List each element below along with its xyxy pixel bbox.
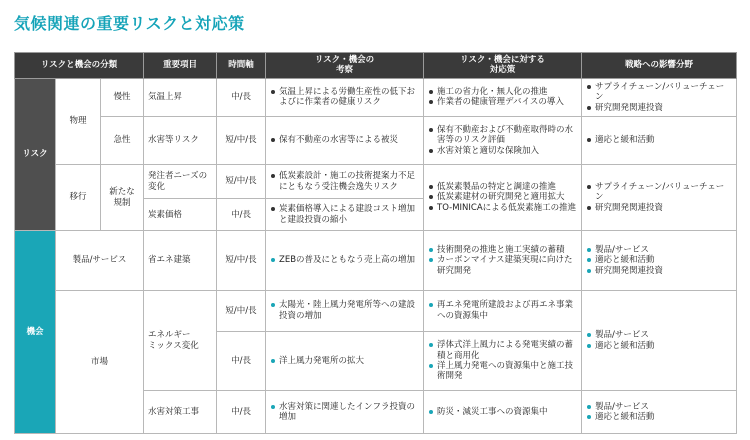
header-item: 重要項目 [144,53,217,79]
list-item: 水害対策と適切な保険加入 [428,146,577,156]
list-item: サプライチェーン/バリューチェーン [586,182,732,203]
regulation-label: 新たな 規制 [101,165,144,231]
list-item: 適応と緩和活動 [586,255,732,265]
consideration-cell [266,391,424,434]
list-item: 製品/サービス [586,330,732,340]
list-item: 研究開発関連投資 [586,266,732,276]
transition-label: 移行 [56,165,101,231]
list-item: 気温上昇による労働生産性の低下およびに作業者の健康リスク [270,87,419,108]
header-consideration: リスク・機会の 考察 [266,53,424,79]
product-label: 製品/サービス [56,231,144,291]
timeframe-cell: 短/中/長 [217,290,266,331]
item-cell: 発注者ニーズの変化 [144,165,217,199]
list-item: サプライチェーン/バリューチェーン [586,82,732,103]
list-item: TO-MINICAによる低炭素施工の推進 [428,203,577,213]
market-label: 市場 [56,290,144,433]
table-row [15,231,737,291]
table-row [15,290,737,331]
list-item: 研究開発関連投資 [586,103,732,113]
list-item: 低炭素設計・施工の技術提案力不足にともなう受注機会逸失リスク [270,171,419,192]
consideration-cell [266,78,424,116]
opportunity-category: 機会 [15,231,56,434]
list-item: 防災・減災工事への資源集中 [428,407,577,417]
header-row [15,53,737,79]
list-item: 保有不動産および不動産取得時の水害等のリスク評価 [428,125,577,146]
list-item: 保有不動産の水害等による被災 [270,135,419,145]
acute-label: 急性 [101,117,144,165]
list-item: 低炭素製品の特定と調達の推進 [428,182,577,192]
list-item: 技術開発の推進と施工実績の蓄積 [428,245,577,255]
table-row [15,165,737,199]
timeframe-cell: 中/長 [217,391,266,434]
list-item: 太陽光・陸上風力発電所等への建設投資の増加 [270,300,419,321]
table-row [15,117,737,165]
response-cell [424,290,582,331]
response-cell [424,165,582,231]
table-row [15,78,737,116]
list-item: 製品/サービス [586,245,732,255]
impact-cell [582,391,737,434]
item-cell: エネルギー ミックス変化 [144,290,217,390]
response-cell [424,117,582,165]
response-cell [424,391,582,434]
consideration-cell [266,231,424,291]
impact-cell [582,78,737,116]
impact-cell [582,117,737,165]
timeframe-cell: 中/長 [217,78,266,116]
risk-category: リスク [15,78,56,231]
item-cell: 水害対策工事 [144,391,217,434]
impact-cell [582,165,737,231]
consideration-cell [266,331,424,391]
response-cell [424,78,582,116]
list-item: 低炭素建材の研究開発と適用拡大 [428,192,577,202]
header-classification: リスクと機会の分類 [15,53,144,79]
list-item: 再エネ発電所建設および再エネ事業への資源集中 [428,300,577,321]
list-item: 適応と緩和活動 [586,341,732,351]
header-response: リスク・機会に対する 対応策 [424,53,582,79]
impact-cell [582,231,737,291]
list-item: 炭素価格導入による建設コスト増加と建設投資の縮小 [270,204,419,225]
consideration-cell [266,199,424,231]
climate-risk-table [14,52,737,434]
list-item: 製品/サービス [586,402,732,412]
consideration-cell [266,117,424,165]
item-cell: 炭素価格 [144,199,217,231]
list-item: 水害対策に関連したインフラ投資の増加 [270,402,419,423]
list-item: 浮体式洋上風力による発電実績の蓄積と商用化 [428,340,577,361]
physical-label: 物理 [56,78,101,164]
response-cell [424,231,582,291]
list-item: 施工の省力化・無人化の推進 [428,87,577,97]
consideration-cell [266,165,424,199]
header-timeframe: 時間軸 [217,53,266,79]
page-title: 気候関連の重要リスクと対応策 [14,14,245,33]
timeframe-cell: 短/中/長 [217,165,266,199]
consideration-cell [266,290,424,331]
response-cell [424,331,582,391]
timeframe-cell: 中/長 [217,331,266,391]
list-item: カーボンマイナス建築実現に向けた研究開発 [428,255,577,276]
list-item: ZEBの普及にともなう売上高の増加 [270,255,419,265]
timeframe-cell: 短/中/長 [217,231,266,291]
header-impact: 戦略への影響分野 [582,53,737,79]
list-item: 研究開発関連投資 [586,203,732,213]
list-item: 作業者の健康管理デバイスの導入 [428,97,577,107]
list-item: 適応と緩和活動 [586,412,732,422]
timeframe-cell: 中/長 [217,199,266,231]
item-cell: 水害等リスク [144,117,217,165]
timeframe-cell: 短/中/長 [217,117,266,165]
item-cell: 気温上昇 [144,78,217,116]
list-item: 適応と緩和活動 [586,135,732,145]
list-item: 洋上風力発電への資源集中と施工技術開発 [428,361,577,382]
chronic-label: 慢性 [101,78,144,116]
impact-cell [582,290,737,390]
item-cell: 省エネ建築 [144,231,217,291]
list-item: 洋上風力発電所の拡大 [270,356,419,366]
